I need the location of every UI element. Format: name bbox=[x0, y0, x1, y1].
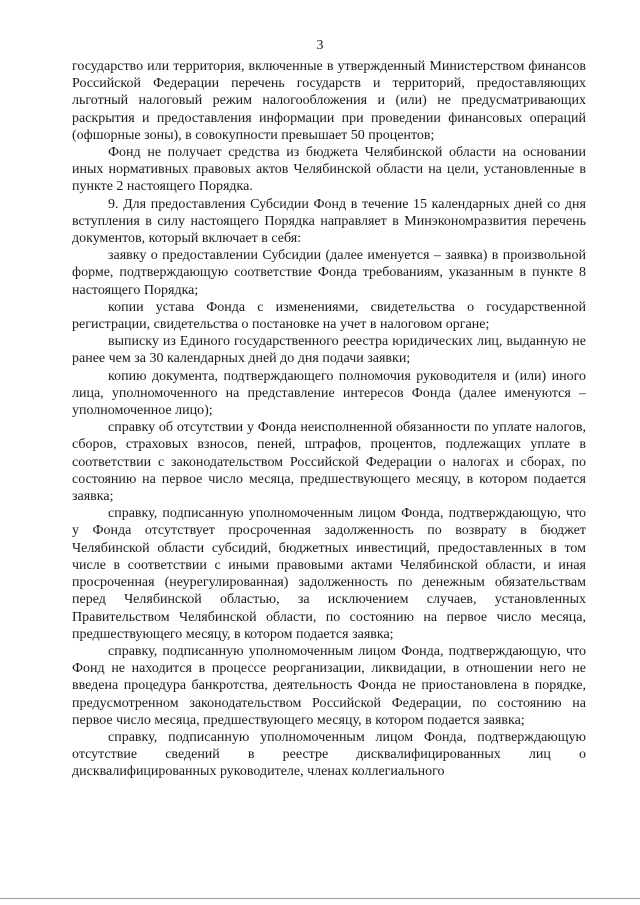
document-body bbox=[72, 58, 586, 781]
paragraph: выписку из Единого государственного реестра юридических лиц, выданную не ранее чем за 30 календарных дней до дня подачи заявки; bbox=[72, 334, 586, 367]
paragraph: справку, подписанную уполномоченным лицом Фонда, подтверждающую, что Фонд не находится в процессе реорганизации, ликвидации, в отношении него не введена процедура банкротства, деятельность Фонда не приостановлена в порядке, предусмотренном законодательством Российской Федерации, по состоянию на первое число месяца, предшествующего месяцу, в котором подается заявка; bbox=[72, 643, 586, 728]
paragraph: справку, подписанную уполномоченным лицом Фонда, подтверждающую отсутствие сведений в реестре дисквалифицированных лиц о дисквалифицированных руководителе, членах коллегиального bbox=[72, 729, 586, 780]
paragraph: копию документа, подтверждающего полномочия руководителя и (или) иного лица, уполномоченного на представление интересов Фонда (далее именуются – уполномоченное лицо); bbox=[72, 368, 586, 419]
paragraph: справку, подписанную уполномоченным лицом Фонда, подтверждающую, что у Фонда отсутствует просроченная задолженность по возврату в бюджет Челябинской области субсидий, бюджетных инвестиций, предоставленных в том числе в соответствии с иными правовыми актами Челябинской области, и иная просроченная (неурегулированная) задолженность по денежным обязательствам перед Челябинской областью, за исключением случаев, установленных Правительством Челябинской области, по состоянию на первое число месяца, предшествующего месяцу, в котором подается заявка; bbox=[72, 506, 586, 642]
paragraph: государство или территория, включенные в утвержденный Министерством финансов Российской Федерации перечень государств и территорий, предоставляющих льготный налоговый режим налогообложения и (или) не предусматривающих раскрытия и предоставления информации при проведении финансовых операций (офшорные зоны), в совокупности превышает 50 процентов; bbox=[72, 59, 586, 143]
page-number: 3 bbox=[316, 38, 324, 53]
paragraph: справку об отсутствии у Фонда неисполненной обязанности по уплате налогов, сборов, страховых взносов, пеней, штрафов, процентов, подлежащих уплате в соответствии с законодательством Российской Федерации о налогах и сборах, по состоянию на первое число месяца, предшествующего месяцу, в котором подается заявка; bbox=[72, 420, 586, 505]
paragraph: копии устава Фонда с изменениями, свидетельства о государственной регистрации, свидетельства о постановке на учет в налоговом органе; bbox=[72, 299, 586, 333]
paragraph: Фонд не получает средства из бюджета Челябинской области на основании иных нормативных правовых актов Челябинской области на цели, установленные в пункте 2 настоящего Порядка. bbox=[72, 145, 586, 195]
paragraph: заявку о предоставлении Субсидии (далее именуется – заявка) в произвольной форме, подтверждающую соответствие Фонда требованиям, указанным в пункте 8 настоящего Порядка; bbox=[72, 248, 586, 298]
page-bottom-edge bbox=[0, 898, 640, 899]
paragraph: 9. Для предоставления Субсидии Фонд в течение 15 календарных дней со дня вступления в силу настоящего Порядка направляет в Минэкономразвития перечень документов, который включает в себя: bbox=[72, 196, 586, 247]
